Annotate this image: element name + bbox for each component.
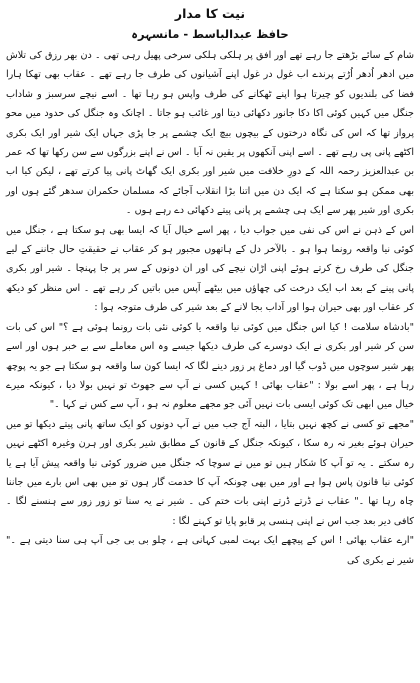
- article-paragraph: شام کے سائے بڑھتے جا رہے تھے اور افق پر ہلکی ہلکی سرخی پھیل رہی تھی ۔ دن بھر رزق کی تلاش میں ادھر اُدھر اُڑتے پرندے اب غول در غول اپنے آشیانوں کی طرف جا رہے تھے ۔ عقاب بھی تھکا ہارا فضا کی بلندیوں کو چیرتا ہوا اپنے ٹھکانے کی طرف واپس ہو رہا تھا ۔ اسے نیچے سرسبز و شاداب جنگل میں کہیں کوئی اکا دکا جانور دکھائی دیتا اور غائب ہو جاتا ۔ اچانک وہ جنگل کی حدود میں محو پرواز تھا کہ اس کی نگاہ درختوں کے بیچوں بیچ ایک چشمے پر جا پڑی جہاں ایک شیر اور ایک بکری اکٹھے پانی پی رہے تھے ۔ اسے اپنی آنکھوں پر یقین نہ آیا ۔ اس نے اپنے بزرگوں سے سن رکھا تھا کہ عمر بن عبدالعزیز رحمہ اللہ کے دورِ خلافت میں شیر اور بکری ایک گھاٹ پانی پیا کرتے تھے ، لیکن کیا اب بھی ممکن ہو سکتا ہے کہ ایک دن میں اتنا بڑا انقلاب آجائے کہ مسلمان حکمران سدھر گئے ہوں اور بکری اور شیر پھر سے ایک ہی چشمے پر پانی پیتے دکھائی دے رہے ہوں ۔: [6, 50, 414, 217]
- article-body: [6, 46, 414, 570]
- article-paragraph: "بادشاہ سلامت ! کیا اس جنگل میں کوئی نیا واقعہ یا کوئی نئی بات رونما ہوئی ہے ؟" اس کی بات سن کر شیر اور بکری نے ایک دوسرے کی طرف دیکھا جیسے وہ اس معاملے سے بے خبر ہوں اور اسے پھر شیر سوچوں میں ڈوب گیا اور دماغ پر زور دینے لگا کہ ایسا کون سا واقعہ ہو سکتا ہے جو یہ پوچھ رہا ہے ، پھر اسے بولا : "عقاب بھائی ! کہیں کسی نے آپ سے جھوٹ تو نہیں بولا دیا ، کیونکہ میرے خیال میں ابھی تک کوئی ایسی بات نہیں آئی جو مجھے معلوم نہ ہو ، آپ سے کس نے کہا ۔": [6, 321, 414, 411]
- article-byline: حافظ عبدالباسط - مانسہرہ: [131, 27, 289, 41]
- article-title: نیت کا مدار: [174, 6, 246, 21]
- article-paragraph: "ارے عقاب بھائی ! اس کے پیچھے ایک بہت لمبی کہانی ہے ، چلو بی بی جی آپ ہی سنا دیتی ہے ۔" شیر نے بکری کی: [6, 535, 414, 566]
- article-paragraph: "مجھے تو کسی نے کچھ نہیں بتایا ، البتہ آج جب میں نے آپ دونوں کو ایک ساتھ پانی پیتے دیکھا تو میں حیران ہوئے بغیر نہ رہ سکا ، کیونکہ جنگل کے قانون کے مطابق شیر بکری اور ہرن وغیرہ اکٹھے نہیں رہ سکتے ۔ یہ تو آپ کا شکار ہیں تو میں نے سوچا کہ جنگل میں ضرور کوئی نیا واقعہ پیش آیا ہے یا کوئی نیا قانون پاس ہوا ہے اور میں بھی چونکہ آپ کا خدمت گار ہوں تو میں بھی اس بارے میں جاننا چاہ رہا تھا ۔" عقاب نے ڈرتے ڈرتے اپنی بات ختم کی ۔ شیر نے یہ سنا تو زور زور سے ہنسنے لگا ۔ کافی دیر بعد جب اس نے اپنی ہنسی پر قابو پایا تو کہنے لگا :: [6, 418, 414, 527]
- article-paragraph: اس کے ذہن نے اس کی نفی میں جواب دیا ، پھر اسے خیال آیا کہ ایسا بھی ہو سکتا ہے ، جنگل میں کوئی نیا واقعہ رونما ہوا ہو ۔ بالآخر دل کے ہاتھوں مجبور ہو کر عقاب نے حقیقتِ حال جاننے کے لیے جنگل کی طرف رخ کرتے ہوئے اپنی اڑان نیچے کی اور ان دونوں کے سر پر جا پہنچا ۔ شیر اور بکری پانی پینے کے بعد اب ایک درخت کی چھاؤں میں بیٹھے آپس میں باتیں کر رہے تھے ۔ اس منظر کو دیکھ کر عقاب اور بھی حیران ہوا اور آداب بجا لانے کے بعد شیر کی طرف متوجہ ہوا :: [6, 224, 414, 314]
